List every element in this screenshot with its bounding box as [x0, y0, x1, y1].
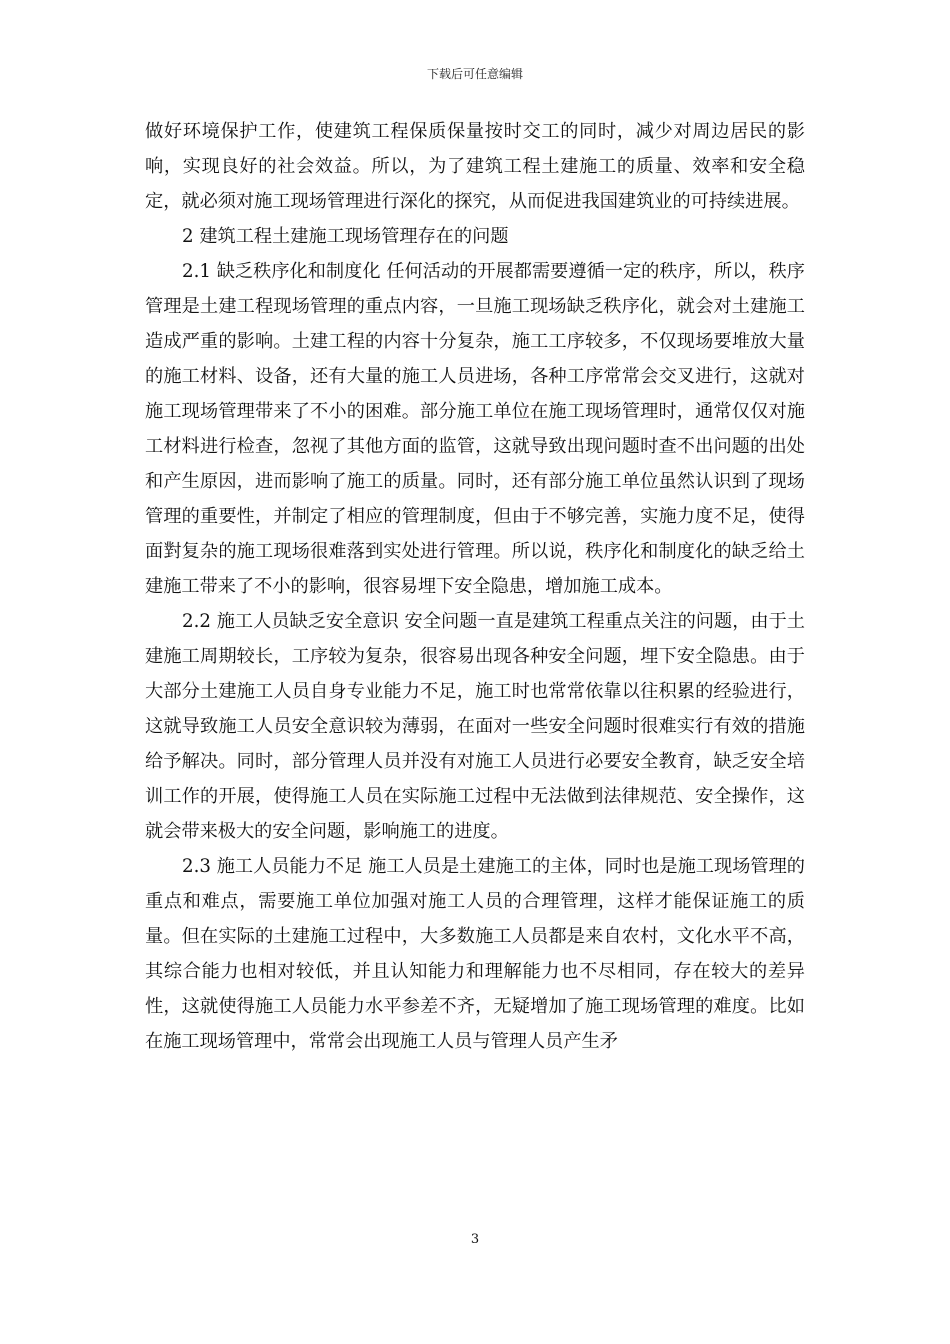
page-number: 3 — [470, 1232, 480, 1247]
page-header: 下载后可任意编辑 — [426, 67, 523, 81]
paragraph-intro: 做好环境保护工作，使建筑工程保质保量按时交工的同时，减少对周边居民的影响，实现良好的社会效益。所以，为了建筑工程土建施工的质量、效率和安全稳定，就必须对施工现场管理进行深化的探究，从而促进我国建筑业的可持续进展。 — [145, 121, 805, 212]
paragraph-2-2: 2.2 施工人员缺乏安全意识 安全问题一直是建筑工程重点关注的问题，由于土建施工周期较长，工序较为复杂，很容易出现各种安全问题，埋下安全隐患。由于大部分土建施工人员自身专业能力不足，施工时也常常依靠以往积累的经验进行，这就导致施工人员安全意识较为薄弱，在面对一些安全问题时很难实行有效的措施给予解决。同时，部分管理人员并没有对施工人员进行必要安全教育，缺乏安全培训工作的开展，使得施工人员在实际施工过程中无法做到法律规范、安全操作，这就会带来极大的安全问题，影响施工的进度。 — [145, 611, 805, 842]
document-body — [145, 114, 805, 1059]
paragraph-2-1: 2.1 缺乏秩序化和制度化 任何活动的开展都需要遵循一定的秩序，所以，秩序管理是土建工程现场管理的重点内容，一旦施工现场缺乏秩序化，就会对土建施工造成严重的影响。土建工程的内容十分复杂，施工工序较多，不仅现场要堆放大量的施工材料、设备，还有大量的施工人员进场，各种工序常常会交叉进行，这就对施工现场管理带来了不小的困难。部分施工单位在施工现场管理时，通常仅仅对施工材料进行检查，忽视了其他方面的监管，这就导致出现问题时查不出问题的出处和产生原因，进而影响了施工的质量。同时，还有部分施工单位虽然认识到了现场管理的重要性，并制定了相应的管理制度，但由于不够完善，实施力度不足，使得面對复杂的施工现场很难落到实处进行管理。所以说，秩序化和制度化的缺乏给土建施工带来了不小的影响，很容易埋下安全隐患，增加施工成本。 — [145, 261, 805, 597]
section-heading: 2 建筑工程土建施工现场管理存在的问题 — [182, 226, 509, 247]
paragraph-2-3: 2.3 施工人员能力不足 施工人员是土建施工的主体，同时也是施工现场管理的重点和难点，需要施工单位加强对施工人员的合理管理，这样才能保证施工的质量。但在实际的土建施工过程中，大多数施工人员都是来自农村，文化水平不高，其综合能力也相对较低，并且认知能力和理解能力也不尽相同，存在较大的差异性，这就使得施工人员能力水平参差不齐，无疑增加了施工现场管理的难度。比如在施工现场管理中，常常会出现施工人员与管理人员产生矛 — [145, 856, 805, 1052]
